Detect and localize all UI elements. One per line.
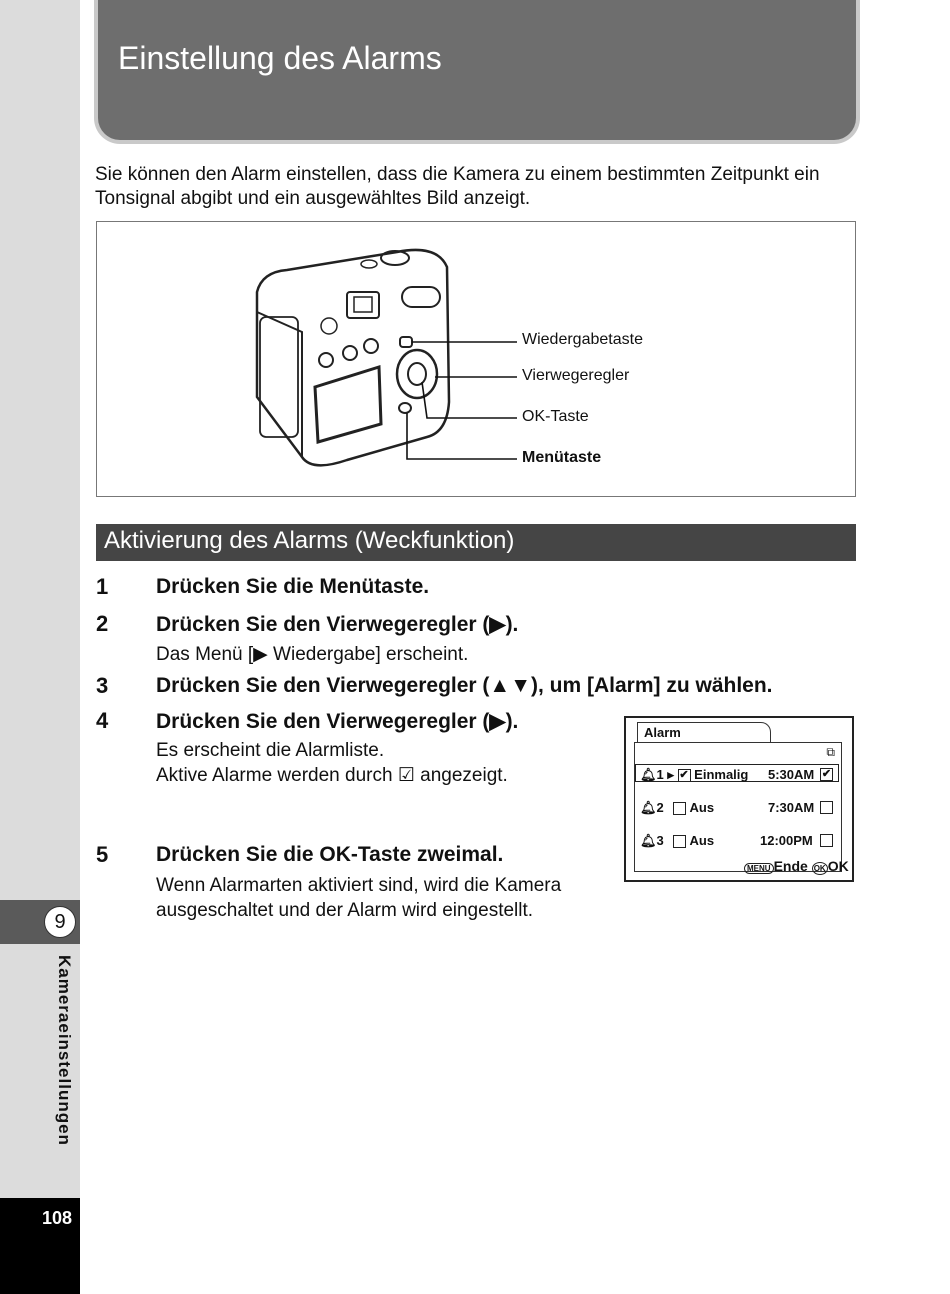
step-number: 4 — [96, 708, 109, 733]
alarm-row: 🔔︎2 Aus — [640, 800, 715, 815]
section-title: Aktivierung des Alarms (Weckfunktion) — [104, 527, 515, 554]
page-title: Einstellung des Alarms — [118, 40, 442, 76]
checkbox-unchecked — [820, 832, 833, 847]
checkbox-checked: ✔ — [821, 768, 832, 781]
step-description: Aktive Alarme werden durch ☑ angezeigt. — [156, 765, 508, 786]
menu-button-icon: MENU — [744, 863, 774, 874]
step-number: 5 — [96, 842, 109, 867]
step-description: Es erscheint die Alarmliste. — [156, 740, 385, 761]
step-description: Wenn Alarmarten aktiviert sind, wird die Kamera — [156, 875, 562, 896]
pages-icon: ⧉ — [826, 745, 835, 759]
page-number: 108 — [41, 1208, 72, 1228]
lcd-footer: MENU Ende OK OK — [744, 858, 849, 875]
camera-figure — [96, 221, 856, 497]
bell-icon: 🔔︎ — [640, 833, 657, 848]
step-description: Das Menü [▶ Wiedergabe] erscheint. — [156, 644, 469, 665]
label-playback-button: Wiedergabetaste — [522, 331, 643, 348]
camera-illustration — [97, 222, 855, 496]
label-ok-button: OK-Taste — [522, 408, 589, 425]
arrow-right-icon: ▸ — [667, 767, 674, 782]
alarm-row: 🔔︎1 ▸ ✔ Einmalig — [640, 767, 749, 782]
label-four-way-controller: Vierwegeregler — [522, 367, 630, 384]
chapter-label: Kameraeinstellungen — [55, 955, 74, 1146]
checkbox-unchecked — [673, 802, 686, 815]
step-text: Drücken Sie den Vierwegeregler (▶). — [156, 613, 519, 636]
alarm-time: 5:30AM — [768, 767, 815, 782]
step-description: ausgeschaltet und der Alarm wird eingestellt. — [156, 900, 534, 921]
alarm-time: 7:30AM — [768, 800, 815, 815]
bell-icon: 🔔︎ — [640, 800, 657, 815]
checkbox-checked: ✔ — [679, 769, 689, 782]
step-text: Drücken Sie die OK-Taste zweimal. — [156, 843, 504, 866]
step-text: Drücken Sie die Menütaste. — [156, 575, 430, 598]
step-text: Drücken Sie den Vierwegeregler (▶). — [156, 710, 519, 733]
checkbox-unchecked — [820, 799, 833, 814]
alarm-row: 🔔︎3 Aus — [640, 833, 715, 848]
ok-button-icon: OK — [813, 864, 826, 873]
chapter-number: 9 — [44, 906, 76, 938]
checkbox-unchecked — [673, 835, 686, 848]
intro-paragraph: Sie können den Alarm einstellen, dass die Kamera zu einem bestimmten Zeitpunkt ein Tonsignal abgibt und ein ausgewähltes Bild anzeigt. — [95, 164, 820, 209]
step-number: 3 — [96, 673, 109, 698]
alarm-menu-tab: Alarm — [637, 722, 771, 742]
alarm-time: 12:00PM — [760, 833, 813, 848]
step-number: 2 — [96, 611, 109, 636]
step-number: 1 — [96, 574, 109, 599]
label-menu-button: Menütaste — [522, 449, 602, 466]
bell-icon: 🔔︎ — [640, 767, 657, 782]
alarm-list-screen — [624, 716, 854, 882]
step-text: Drücken Sie den Vierwegeregler (▲▼), um [Alarm] zu wählen. — [156, 674, 773, 697]
